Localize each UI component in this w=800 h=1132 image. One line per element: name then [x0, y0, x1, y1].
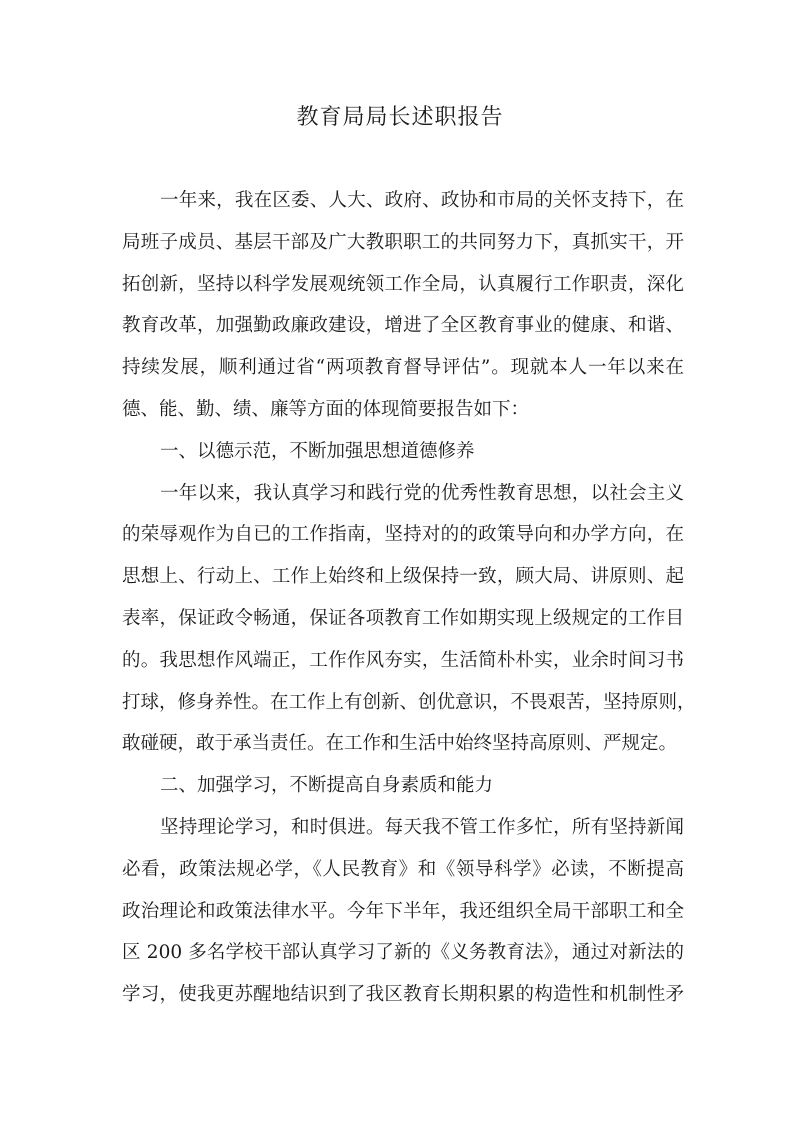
text-line: 持续发展，顺利通过省“两项教育督导评估”。现就本人一年以来在	[122, 357, 684, 379]
text-line: 的。我思想作风端正，工作作风夯实，生活简朴朴实，业余时间习书	[122, 649, 684, 671]
document-title: 教育局局长述职报告	[296, 105, 504, 130]
text-line: 必看，政策法规必学，《人民教育》和《领导科学》必读，不断提高	[122, 858, 684, 880]
text-line: 区 200 多名学校干部认真学习了新的《义务教育法》，通过对新法的	[122, 942, 684, 964]
text-line: 一、以德示范，不断加强思想道德修养	[160, 440, 475, 462]
text-line: 二、加强学习，不断提高自身素质和能力	[160, 775, 494, 797]
text-line: 表率，保证政令畅通，保证各项教育工作如期实现上级规定的工作目	[122, 607, 684, 629]
text-line: 坚持理论学习，和时俱进。每天我不管工作多忙，所有坚持新闻	[160, 816, 684, 838]
text-line: 教育改革，加强勤政廉政建设，增进了全区教育事业的健康、和谐、	[122, 315, 684, 337]
text-line: 敢碰硬，敢于承当责任。在工作和生活中始终坚持高原则、严规定。	[122, 733, 678, 755]
text-line: 打球，修身养性。在工作上有创新、创优意识，不畏艰苦，坚持原则，	[122, 691, 696, 713]
text-line: 一年以来，我认真学习和践行党的优秀性教育思想，以社会主义	[160, 482, 684, 504]
text-line: 政治理论和政策法律水平。今年下半年，我还组织全局干部职工和全	[122, 900, 684, 922]
document-body	[122, 180, 696, 1016]
text-line: 拓创新，坚持以科学发展观统领工作全局，认真履行工作职责，深化	[122, 273, 684, 295]
text-line: 的荣辱观作为自已的工作指南，坚持对的的政策导向和办学方向，在	[122, 524, 684, 546]
text-line: 一年来，我在区委、人大、政府、政协和市局的关怀支持下，在	[160, 190, 684, 211]
text-line: 局班子成员、基层干部及广大教职职工的共同努力下，真抓实干，开	[122, 231, 684, 253]
text-line: 思想上、行动上、工作上始终和上级保持一致，顾大局、讲原则、起	[122, 566, 684, 588]
text-line: 学习，使我更苏醒地结识到了我区教育长期积累的构造性和机制性矛	[122, 984, 684, 1006]
text-line: 德、能、勤、绩、廉等方面的体现简要报告如下：	[122, 398, 530, 420]
